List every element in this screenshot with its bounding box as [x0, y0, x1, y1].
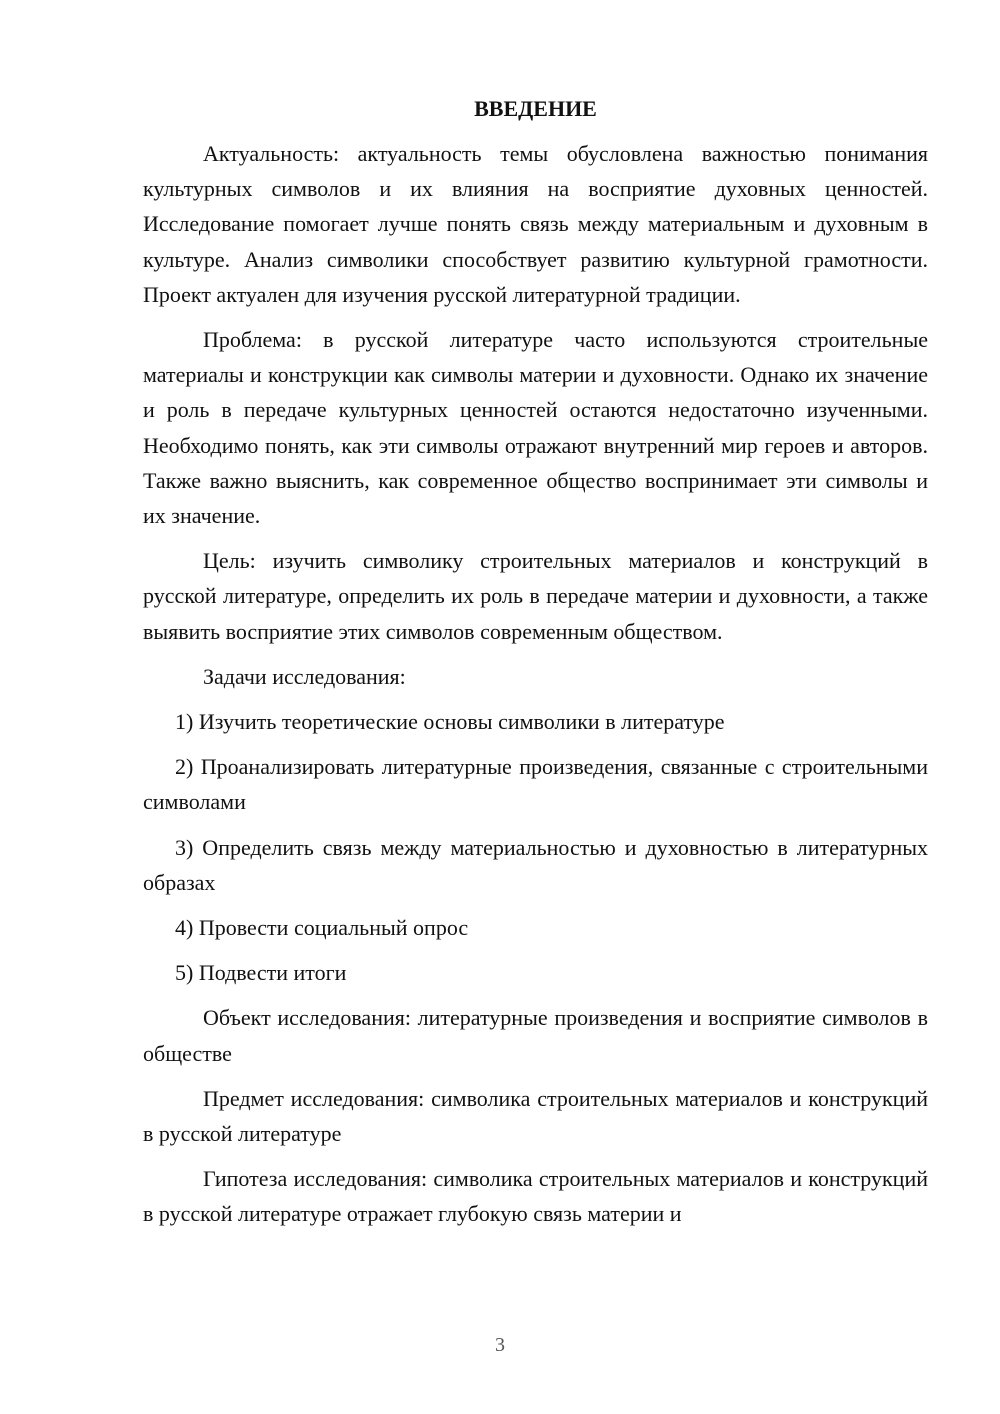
- relevance-paragraph: Актуальность: актуальность темы обусловлена важностью понимания культурных символов и их влияния на восприятие духовных ценностей. Исследование помогает лучше понять связь между материальным и духовным в культуре. Анализ символики способствует развитию культурной грамотности. Проект актуален для изучения русской литературной традиции.: [143, 141, 928, 307]
- task-item-5: 5) Подвести итоги: [175, 960, 347, 986]
- goal-paragraph: Цель: изучить символику строительных материалов и конструкций в русской литературе, определить их роль в передаче материи и духовности, а также выявить восприятие этих символов современным обществом.: [143, 548, 928, 644]
- page-content: [143, 94, 928, 1232]
- subject-paragraph: Предмет исследования: символика строительных материалов и конструкций в русской литературе: [143, 1085, 928, 1147]
- tasks-heading: Задачи исследования:: [203, 663, 406, 689]
- problem-paragraph: Проблема: в русской литературе часто используются строительные материалы и конструкции как символы материи и духовности. Однако их значение и роль в передаче культурных ценностей остаются недостаточно изученными. Необходимо понять, как эти символы отражают внутренний мир героев и авторов. Также важно выяснить, как современное общество воспринимает эти символы и их значение.: [143, 327, 928, 529]
- page-number: 3: [495, 1334, 505, 1356]
- task-item-2: 2) Проанализировать литературные произведения, связанные с строительными символами: [143, 754, 928, 815]
- object-paragraph: Объект исследования: литературные произведения и восприятие символов в обществе: [143, 1005, 928, 1066]
- task-item-1: 1) Изучить теоретические основы символики в литературе: [175, 709, 725, 735]
- task-item-4: 4) Провести социальный опрос: [175, 915, 469, 941]
- hypothesis-paragraph: Гипотеза исследования: символика строительных материалов и конструкций в русской литературе отражает глубокую связь материи и: [143, 1166, 928, 1227]
- task-item-3: 3) Определить связь между материальностью и духовностью в литературных образах: [143, 834, 928, 895]
- section-title: ВВЕДЕНИЕ: [474, 96, 597, 121]
